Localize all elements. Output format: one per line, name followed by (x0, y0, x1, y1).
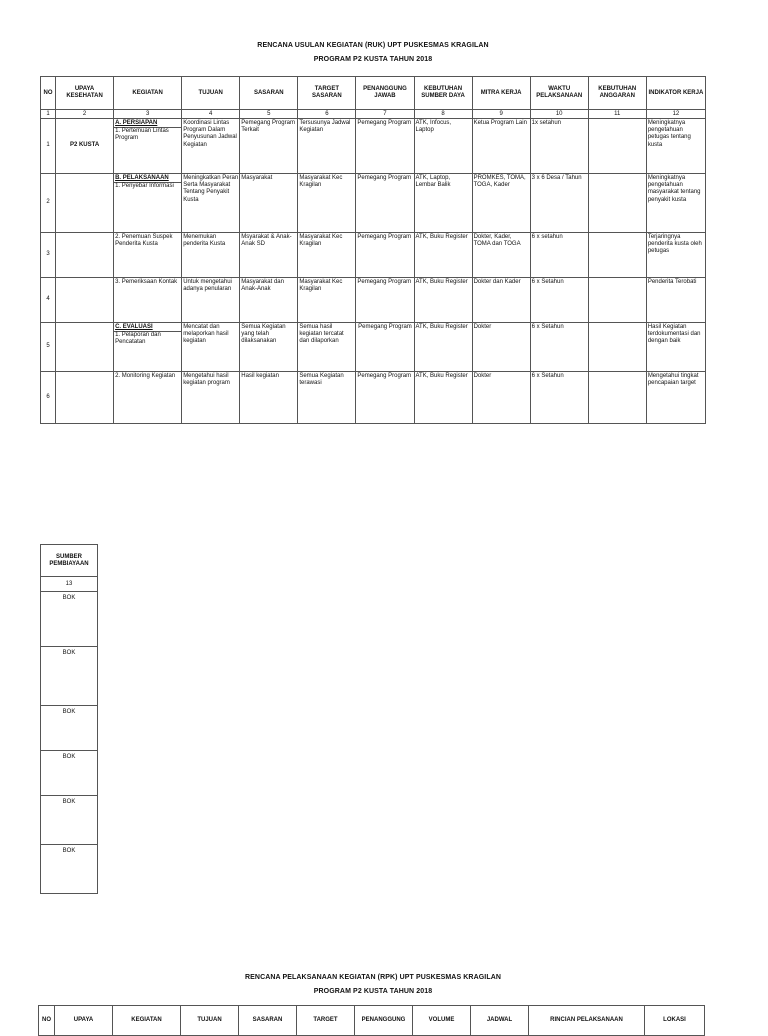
section-label: A. PERSIAPAN (115, 120, 158, 126)
row-sumber-daya: ATK, Buku Register (414, 323, 472, 372)
row-upaya (56, 278, 114, 323)
row-indikator: Terjaringnya penderita kusta oleh petugas (646, 233, 705, 278)
col-number: 1 (41, 110, 56, 119)
ruk-title-line1: RENCANA USULAN KEGIATAN (RUK) UPT PUSKESMAS KRAGILAN (257, 42, 489, 49)
row-mitra: Dokter (472, 372, 530, 424)
table-row (41, 233, 706, 278)
row-no: 2 (41, 174, 56, 233)
rpk-header-tujuan: TUJUAN (181, 1006, 239, 1036)
row-pj: Pemegang Program (356, 174, 414, 233)
row-tujuan: Mengetahui hasil kegiatan program (182, 372, 240, 424)
header-sumber-daya: KEBUTUHAN SUMBER DAYA (414, 77, 472, 110)
row-target: Masyarakat Kec Kragilan (298, 174, 356, 233)
row-mitra: PROMKES, TOMA, TOGA, Kader (472, 174, 530, 233)
col-number: 3 (114, 110, 182, 119)
row-no: 1 (41, 119, 56, 174)
header-waktu: WAKTU PELAKSANAAN (530, 77, 588, 110)
header-upaya: UPAYA KESEHATAN (56, 77, 114, 110)
rpk-header-row (39, 1006, 705, 1036)
ruk-number-row (41, 110, 706, 119)
row-sumber-daya: ATK, Laptop, Lembar Balik (414, 174, 472, 233)
row-target: Semua Kegiatan terawasi (298, 372, 356, 424)
ruk-title-line2: PROGRAM P2 KUSTA TAHUN 2018 (313, 56, 433, 63)
sumber-value: BOK (41, 647, 98, 706)
col-number: 8 (414, 110, 472, 119)
row-mitra: Dokter (472, 323, 530, 372)
row-sumber-daya: ATK, Infocus, Laptop (414, 119, 472, 174)
sumber-value: BOK (41, 845, 98, 894)
header-no: NO (41, 77, 56, 110)
rpk-header-penanggung: PENANGGUNG (355, 1006, 413, 1036)
header-tujuan: TUJUAN (182, 77, 240, 110)
sumber-value: BOK (41, 751, 98, 796)
col-number: 4 (182, 110, 240, 119)
row-sasaran: Msyarakat & Anak-Anak SD (240, 233, 298, 278)
col-number: 5 (240, 110, 298, 119)
sumber-value: BOK (41, 706, 98, 751)
col-number: 10 (530, 110, 588, 119)
table-row (41, 372, 706, 424)
row-waktu: 6 x Setahun (530, 372, 588, 424)
sumber-pembiayaan-table (40, 544, 98, 894)
sumber-value: BOK (41, 796, 98, 845)
row-no: 3 (41, 233, 56, 278)
rpk-header-lokasi: LOKASI (645, 1006, 705, 1036)
row-tujuan: Meningkatkan Peran Serta Masyarakat Tentang Penyakit Kusta (182, 174, 240, 233)
row-indikator: Mengetahui tingkat pencapaian target (646, 372, 705, 424)
row-upaya (56, 372, 114, 424)
header-sasaran: SASARAN (240, 77, 298, 110)
header-indikator: INDIKATOR KERJA (646, 77, 705, 110)
table-row (41, 323, 706, 372)
kegiatan-text: 1. Pertemuan Lintas Program (114, 127, 181, 142)
row-tujuan: Koordinasi Lintas Program Dalam Penyusunan Jadwal Kegiatan (182, 119, 240, 174)
header-target: TARGET SASARAN (298, 77, 356, 110)
col-number: 9 (472, 110, 530, 119)
header-anggaran: KEBUTUHAN ANGGARAN (588, 77, 646, 110)
ruk-table (40, 76, 706, 424)
col-number: 7 (356, 110, 414, 119)
row-anggaran (588, 372, 646, 424)
header-pj: PENANGGUNG JAWAB (356, 77, 414, 110)
row-indikator: Penderita Terobati (646, 278, 705, 323)
row-tujuan: Mencatat dan melaporkan hasil kegiatan (182, 323, 240, 372)
rpk-header-volume: VOLUME (413, 1006, 471, 1036)
header-kegiatan: KEGIATAN (114, 77, 182, 110)
row-tujuan: Menemukan penderita Kusta (182, 233, 240, 278)
row-target: Masyarakat Kec Kragilan (298, 233, 356, 278)
row-mitra: Dokter dan Kader (472, 278, 530, 323)
section-label: C. EVALUASI (115, 324, 153, 330)
row-target: Tersusunya Jadwal Kegiatan (298, 119, 356, 174)
row-indikator: Meningkatnya pengetahuan petugas tentang kusta (646, 119, 705, 174)
row-pj: Pemegang Program (356, 278, 414, 323)
row-sasaran: Hasil kegiatan (240, 372, 298, 424)
row-no: 6 (41, 372, 56, 424)
row-pj: Pemegang Program (356, 372, 414, 424)
row-kegiatan: 2. Penemuan Suspek Penderita Kusta (114, 233, 182, 278)
col-number: 6 (298, 110, 356, 119)
row-upaya (56, 233, 114, 278)
rpk-header-kegiatan: KEGIATAN (113, 1006, 181, 1036)
row-kegiatan: 3. Pemeriksaan Kontak (114, 278, 182, 323)
table-row (41, 174, 706, 233)
row-anggaran (588, 278, 646, 323)
row-no: 5 (41, 323, 56, 372)
row-mitra: Ketua Program Lain (472, 119, 530, 174)
ruk-header-row (41, 77, 706, 110)
kegiatan-text: 1. Penyebar Informasi (114, 182, 181, 190)
row-waktu: 6 x Setahun (530, 323, 588, 372)
section-label: B. PELAKSANAAN (115, 175, 169, 181)
col-number: 12 (646, 110, 705, 119)
row-waktu: 6 x Setahun (530, 278, 588, 323)
row-indikator: Meningkatnya pengetahuan masyarakat tentang penyakit kusta (646, 174, 705, 233)
row-waktu: 6 x setahun (530, 233, 588, 278)
rpk-header-no: NO (39, 1006, 55, 1036)
row-mitra: Dokter, Kader, TOMA dan TOGA (472, 233, 530, 278)
row-tujuan: Untuk mengetahui adanya penularan (182, 278, 240, 323)
row-anggaran (588, 119, 646, 174)
col-number: 2 (56, 110, 114, 119)
col-number: 13 (41, 577, 98, 592)
row-sumber-daya: ATK, Buku Register (414, 233, 472, 278)
row-target: Semua hasil kegiatan tercatat dan dilaporkan (298, 323, 356, 372)
row-kegiatan (114, 119, 182, 174)
row-pj: Pemegang Program (356, 233, 414, 278)
row-upaya (56, 174, 114, 233)
row-anggaran (588, 323, 646, 372)
row-upaya: P2 KUSTA (56, 119, 114, 174)
rpk-header-target: TARGET (297, 1006, 355, 1036)
row-sasaran: Masyarakat dan Anak-Anak (240, 278, 298, 323)
row-kegiatan (114, 174, 182, 233)
table-row (41, 119, 706, 174)
row-sasaran: Masyarakat (240, 174, 298, 233)
rpk-header-sasaran: SASARAN (239, 1006, 297, 1036)
sumber-value: BOK (41, 592, 98, 647)
row-kegiatan: 2. Monitoring Kegiatan (114, 372, 182, 424)
row-indikator: Hasil Kegiatan terdokumentasi dan dengan baik (646, 323, 705, 372)
row-anggaran (588, 174, 646, 233)
row-pj: Pemegang Program (356, 119, 414, 174)
row-sumber-daya: ATK, Buku Register (414, 372, 472, 424)
row-sumber-daya: ATK, Buku Register (414, 278, 472, 323)
header-mitra: MITRA KERJA (472, 77, 530, 110)
row-no: 4 (41, 278, 56, 323)
row-sasaran: Semua Kegiatan yang telah dilaksanakan (240, 323, 298, 372)
row-anggaran (588, 233, 646, 278)
sumber-header: SUMBER PEMBIAYAAN (41, 545, 98, 577)
row-sasaran: Pemegang Program Terkait (240, 119, 298, 174)
row-pj: Pemegang Program (356, 323, 414, 372)
row-target: Masyarakat Kec Kragilan (298, 278, 356, 323)
kegiatan-text: 1. Pelaporan dan Pencatatan (114, 331, 181, 346)
row-waktu: 3 x 6 Desa / Tahun (530, 174, 588, 233)
row-upaya (56, 323, 114, 372)
rpk-table (38, 1005, 705, 1036)
table-row (41, 278, 706, 323)
row-waktu: 1x setahun (530, 119, 588, 174)
rpk-title-line1: RENCANA PELAKSANAAN KEGIATAN (RPK) UPT PUSKESMAS KRAGILAN (244, 974, 502, 981)
col-number: 11 (588, 110, 646, 119)
rpk-title-line2: PROGRAM P2 KUSTA TAHUN 2018 (313, 988, 433, 995)
rpk-header-rincian: RINCIAN PELAKSANAAN (529, 1006, 645, 1036)
row-kegiatan (114, 323, 182, 372)
rpk-header-upaya: UPAYA (55, 1006, 113, 1036)
rpk-header-jadwal: JADWAL (471, 1006, 529, 1036)
